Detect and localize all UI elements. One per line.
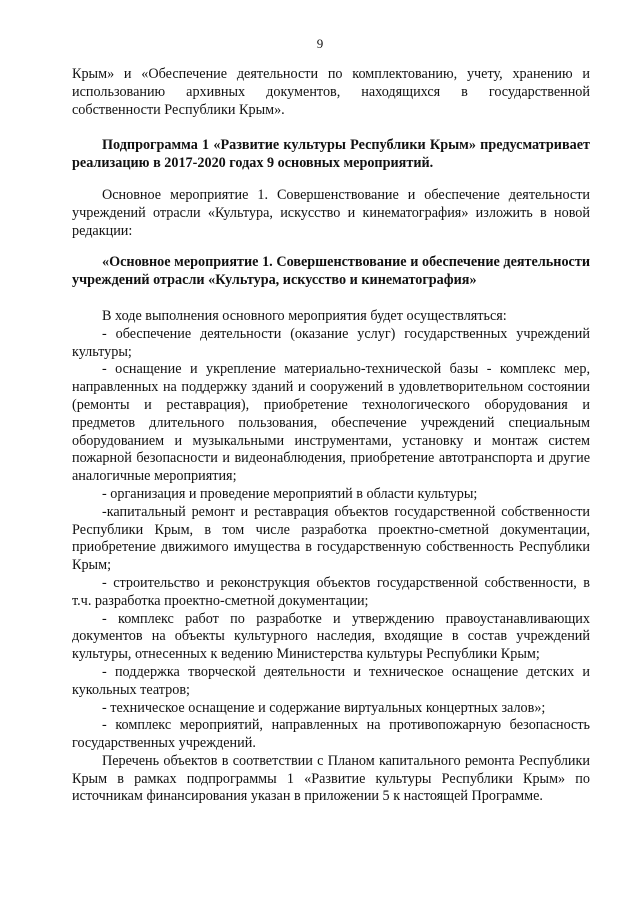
measure-lead: В ходе выполнения основного мероприятия будет осуществляться: [102, 307, 507, 324]
document-body [72, 66, 590, 806]
list-item: -капитальный ремонт и реставрация объектов государственной собственности Республики Крым, в том числе разработка проектно-сметной документации, приобретение движимого имущества в государственную собственность Республики Крым; [72, 503, 590, 574]
list-item: - обеспечение деятельности (оказание услуг) государственных учреждений культуры; [72, 325, 590, 360]
list-item: - организация и проведение мероприятий в области культуры; [102, 485, 478, 502]
list-item: - комплекс работ по разработке и утверждению правоустанавливающих документов на объекты культурного наследия, входящие в состав учреждений культуры, отнесенных к ведению Министерства культуры Республики Крым; [72, 610, 590, 663]
paragraph-continuation: Крым» и «Обеспечение деятельности по комплектованию, учету, хранению и использованию архивных документов, находящихся в государственной собственности Республики Крым». [72, 66, 590, 118]
subprogram-summary: Подпрограмма 1 «Развитие культуры Республики Крым» предусматривает реализацию в 2017-2020 годах 9 основных мероприятий. [72, 137, 590, 172]
list-item: - техническое оснащение и содержание виртуальных концертных залов»; [102, 699, 546, 716]
page-number: 9 [316, 36, 324, 51]
list-item: - поддержка творческой деятельности и техническое оснащение детских и кукольных театров; [72, 663, 590, 698]
measure-heading: «Основное мероприятие 1. Совершенствование и обеспечение деятельности учреждений отрасли «Культура, искусство и кинематография» [72, 254, 590, 289]
list-item: - строительство и реконструкция объектов государственной собственности, в т.ч. разработка проектно-сметной документации; [72, 574, 590, 609]
closing-paragraph: Перечень объектов в соответствии с Планом капитального ремонта Республики Крым в рамках подпрограммы 1 «Развитие культуры Республики Крым» по источникам финансирования указан в приложении 5 к настоящей Программе. [72, 752, 590, 805]
list-item: - оснащение и укрепление материально-технической базы - комплекс мер, направленных на поддержку зданий и сооружений в удовлетворительном состоянии (ремонты и реставрация), приобретение технологического оборудования и предметов длительного пользования, обеспечение учреждений специальным оборудованием и музыкальными инструментами, установку и монтаж систем пожарной безопасности и видеонаблюдения, приобретение автотранспорта и другие аналогичные мероприятия; [72, 361, 590, 485]
list-item: - комплекс мероприятий, направленных на противопожарную безопасность государственных учреждений. [72, 717, 590, 752]
amendment-intro: Основное мероприятие 1. Совершенствование и обеспечение деятельности учреждений отрасли «Культура, искусство и кинематография» изложить в новой редакции: [72, 186, 590, 239]
